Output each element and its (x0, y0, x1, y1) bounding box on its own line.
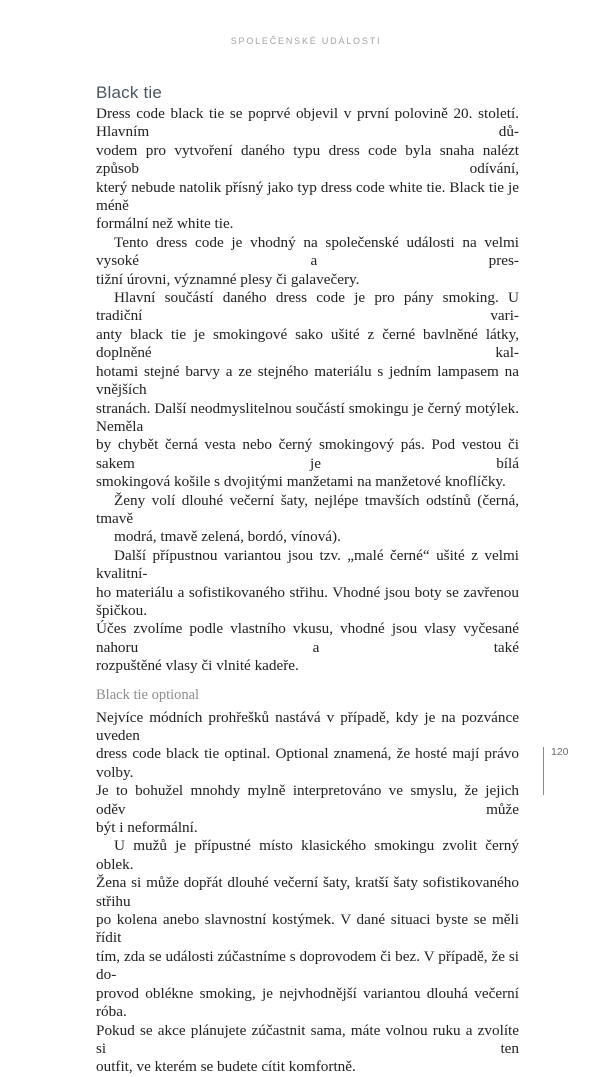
paragraph (96, 547, 519, 676)
text-line: Je to bohužel mnohdy mylně interpretováno ve smyslu, že jejich oděv může (96, 782, 519, 818)
text-line: Hlavní součástí daného dress code je pro pány smoking. U tradiční vari- (96, 289, 519, 325)
page-number: 120 (551, 746, 569, 758)
running-header: SPOLEČENSKÉ UDÁLOSTI (230, 36, 382, 46)
text-line: hotami stejné barvy a ze stejného materiálu s jedním lampasem na vnějších (96, 362, 519, 399)
text-line: anty black tie je smokingové sako ušité z černé bavlněné látky, doplněné kal- (96, 325, 519, 362)
paragraph (96, 105, 519, 234)
subsection-heading: Black tie optional (96, 686, 200, 703)
text-line: Tento dress code je vhodný na společenské události na velmi vysoké a pres- (96, 233, 519, 270)
text-line: modrá, tmavě zelená, bordó, vínová). (114, 528, 341, 546)
text-line: být i neformální. (96, 819, 198, 837)
text-line: Nejvíce módních prohřešků nastává v případě, kdy je na pozvánce uveden (96, 708, 519, 744)
text-line: rozpuštěné vlasy či vlnité kadeře. (96, 657, 299, 675)
section-heading: Black tie (96, 83, 163, 102)
text-line: smokingová košile s dvojitými manžetami na manžetové knoflíčky. (96, 473, 506, 491)
text-line: Dress code black tie se poprvé objevil v první polovině 20. století. Hlavním dů- (96, 105, 519, 141)
text-line: by chybět černá vesta nebo černý smokingový pás. Pod vestou či sakem je bílá (96, 436, 519, 472)
text-line: tižní úrovni, významné plesy či galavečery. (96, 270, 360, 288)
article-content (96, 83, 519, 1077)
paragraph (96, 234, 519, 289)
text-line: po kolena anebo slavnostní kostýmek. V dané situaci byste se měli řídit (96, 911, 519, 947)
paragraph (96, 289, 519, 491)
text-line: stranách. Další neodmyslitelnou součástí smokingu je černý motýlek. Neměla (96, 399, 519, 435)
text-line: Ženy volí dlouhé večerní šaty, nejlépe tmavších odstínů (černá, tmavě (96, 491, 519, 527)
paragraph (96, 709, 519, 838)
text-line: vodem pro vytvoření daného typu dress code byla snaha nalézt způsob odívání, (96, 141, 519, 178)
text-line: Žena si může dopřát dlouhé večerní šaty, kratší šaty sofistikovaného střihu (96, 874, 519, 910)
text-line: U mužů je přípustné místo klasického smokingu zvolit černý oblek. (96, 837, 519, 873)
text-line: ho materiálu a sofistikovaného střihu. Vhodné jsou boty se zavřenou špičkou. (96, 583, 519, 619)
text-line: Další přípustnou variantou jsou tzv. „malé černé“ ušité z velmi kvalitní- (96, 546, 519, 583)
text-line: dress code black tie optinal. Optional znamená, že hosté mají právo volby. (96, 745, 519, 781)
text-line: tím, zda se události zúčastníme s doprovodem či bez. V případě, že si do- (96, 947, 519, 984)
text-line: který nebude natolik přísný jako typ dress code white tie. Black tie je méně (96, 178, 519, 215)
text-line: Pokud se akce plánujete zúčastnit sama, máte volnou ruku a zvolíte si ten (96, 1021, 519, 1057)
paragraph (96, 492, 519, 547)
text-line: provod oblékne smoking, je nejvhodnější variantou dlouhá večerní róba. (96, 984, 519, 1021)
footer-rule (543, 747, 544, 795)
paragraph (96, 837, 519, 1076)
text-line: formální než white tie. (96, 215, 234, 233)
text-line: outfit, ve kterém se budete cítit komfortně. (96, 1058, 356, 1076)
text-line: Účes zvolíme podle vlastního vkusu, vhodné jsou vlasy vyčesané nahoru a také (96, 620, 519, 656)
